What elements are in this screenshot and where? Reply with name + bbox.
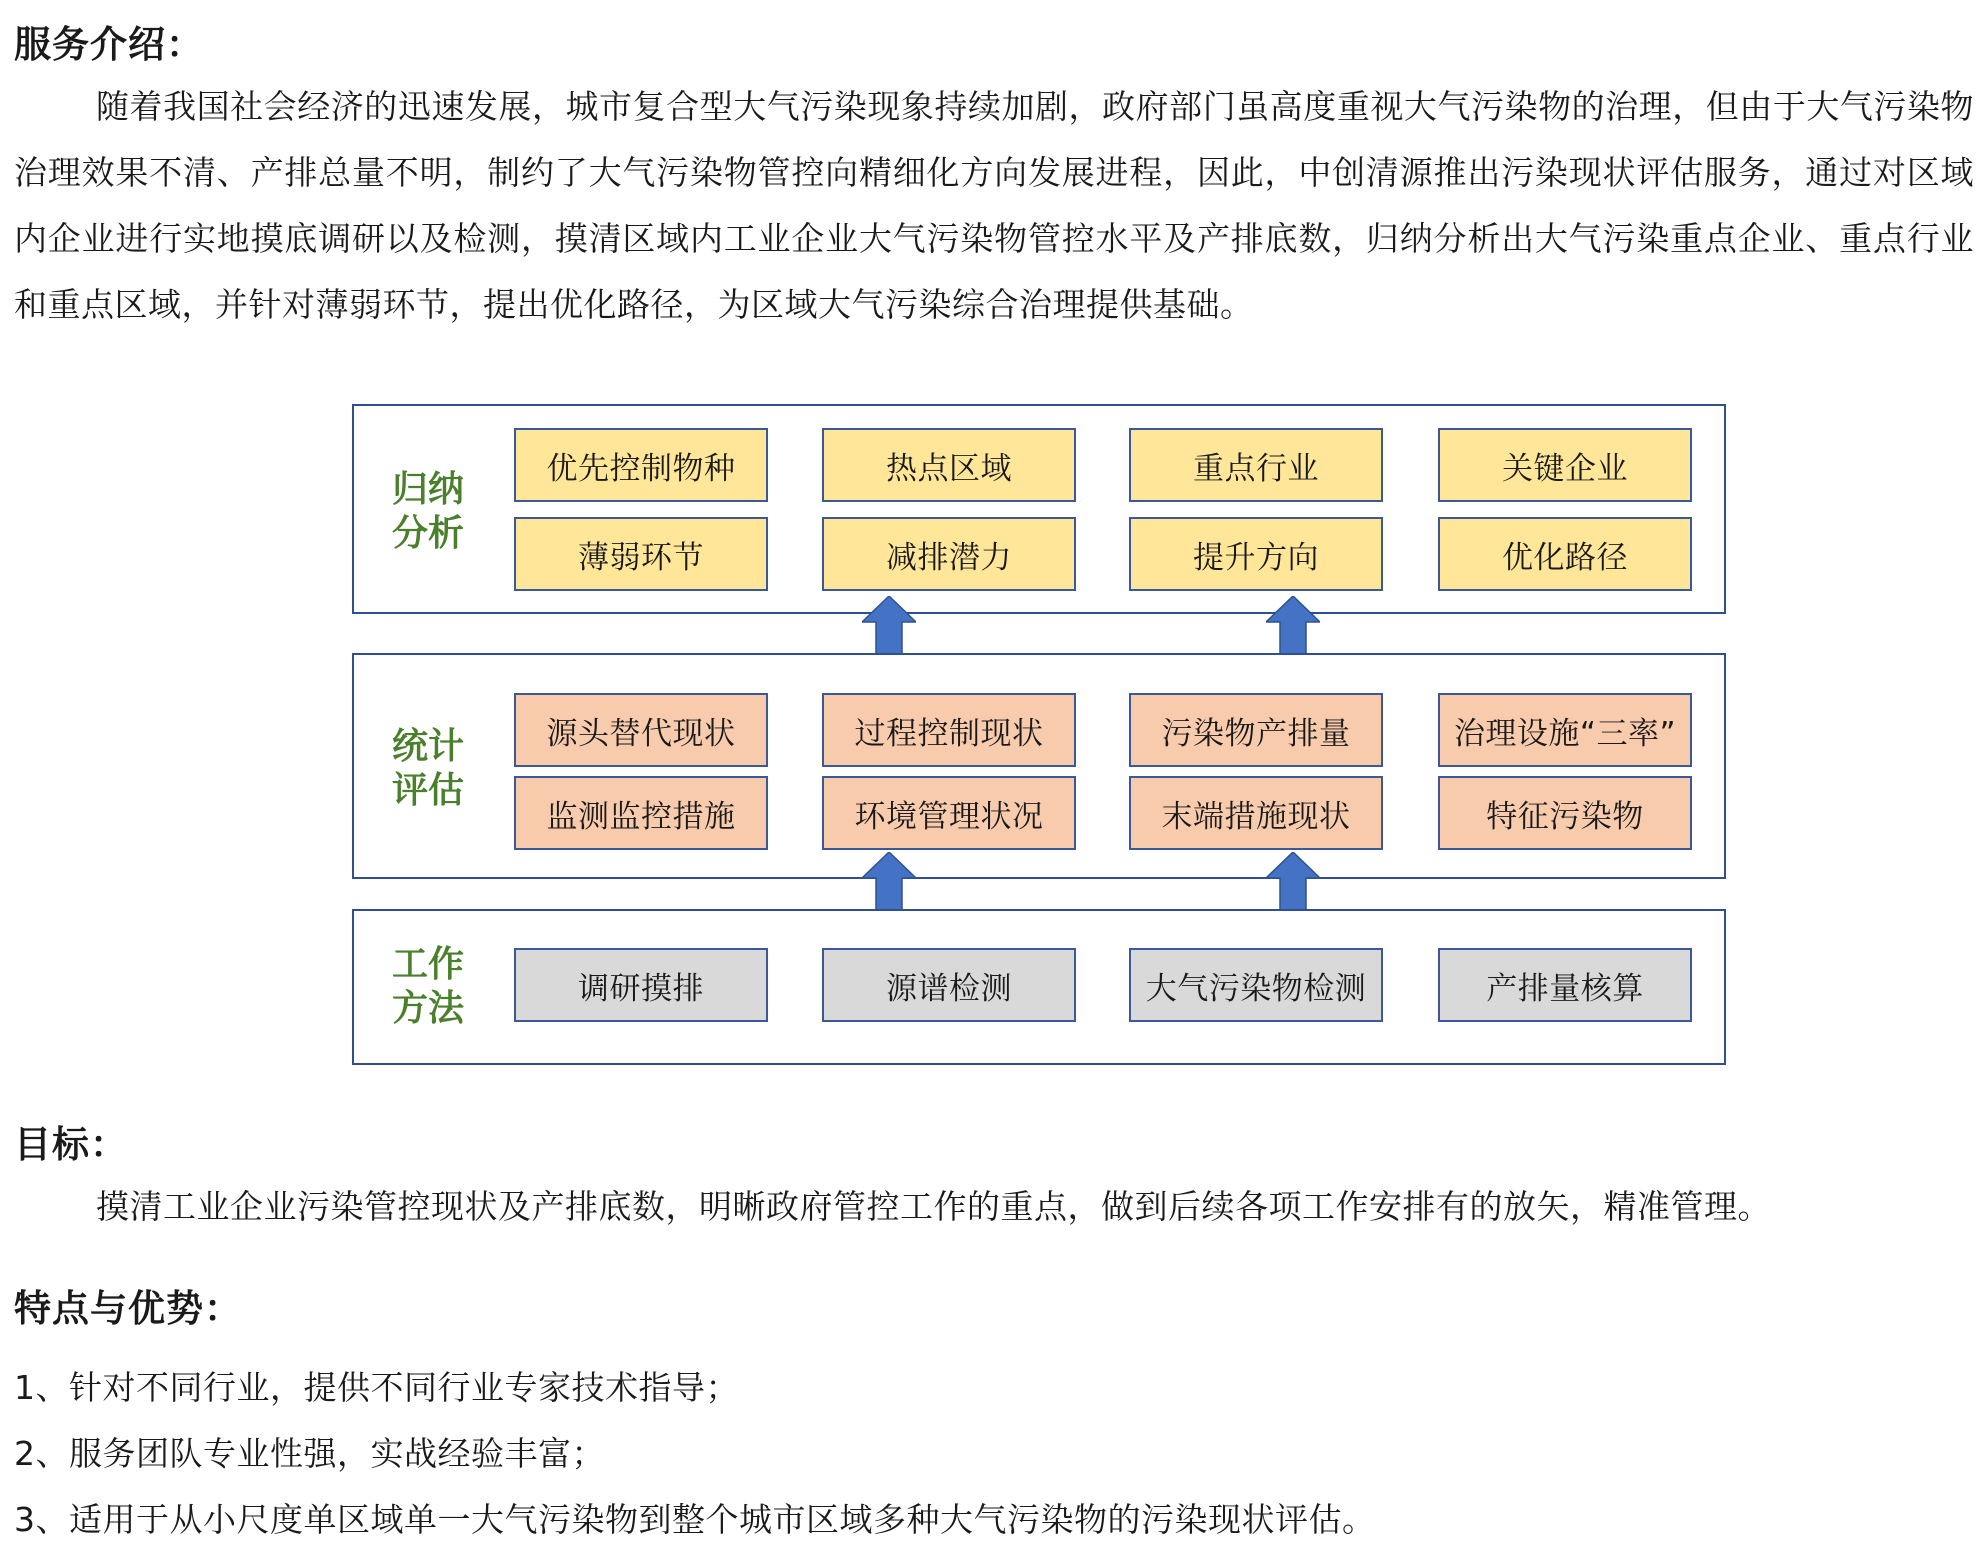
- up-arrow-icon: [862, 852, 916, 916]
- features-heading: 特点与优势：: [14, 1287, 242, 1330]
- up-arrow-icon: [1266, 596, 1320, 660]
- up-arrow-icon: [862, 596, 916, 660]
- evaluation-box: 过程控制现状: [822, 693, 1076, 767]
- analysis-box: 优化路径: [1438, 517, 1692, 591]
- evaluation-box: 环境管理状况: [822, 776, 1076, 850]
- analysis-box: 重点行业: [1129, 428, 1383, 502]
- analysis-label: 归纳分析: [391, 469, 464, 554]
- evaluation-box: 特征污染物: [1438, 776, 1692, 850]
- feature-item: 1、针对不同行业，提供不同行业专家技术指导；: [14, 1368, 739, 1407]
- analysis-box: 热点区域: [822, 428, 1076, 502]
- evaluation-box: 治理设施“三率”: [1438, 693, 1692, 767]
- method-box: 调研摸排: [514, 948, 768, 1022]
- evaluation-label: 统计评估: [391, 726, 464, 811]
- evaluation-box: 污染物产排量: [1129, 693, 1383, 767]
- evaluation-box: 源头替代现状: [514, 693, 768, 767]
- method-box: 产排量核算: [1438, 948, 1692, 1022]
- analysis-box: 薄弱环节: [514, 517, 768, 591]
- up-arrow-icon: [1266, 852, 1320, 916]
- method-label: 工作方法: [391, 944, 464, 1029]
- analysis-panel: [352, 404, 1726, 614]
- analysis-box: 优先控制物种: [514, 428, 768, 502]
- analysis-box: 关键企业: [1438, 428, 1692, 502]
- evaluation-panel: [352, 653, 1726, 879]
- goal-heading: 目标：: [14, 1123, 128, 1166]
- evaluation-box: 监测监控措施: [514, 776, 768, 850]
- method-box: 大气污染物检测: [1129, 948, 1383, 1022]
- method-box: 源谱检测: [822, 948, 1076, 1022]
- goal-paragraph: 摸清工业企业污染管控现状及产排底数，明晰政府管控工作的重点，做到后续各项工作安排有的放矢，精准管理。: [96, 1187, 1771, 1226]
- method-panel: [352, 909, 1726, 1065]
- evaluation-box: 末端措施现状: [1129, 776, 1383, 850]
- service-heading: 服务介绍：: [14, 23, 204, 66]
- analysis-box: 提升方向: [1129, 517, 1383, 591]
- analysis-box: 减排潜力: [822, 517, 1076, 591]
- feature-item: 3、适用于从小尺度单区域单一大气污染物到整个城市区域多种大气污染物的污染现状评估。: [14, 1500, 1376, 1539]
- service-paragraph: 随着我国社会经济的迅速发展，城市复合型大气污染现象持续加剧，政府部门虽高度重视大气污染物的治理，但由于大气污染物治理效果不清、产排总量不明，制约了大气污染物管控向精细化方向发展进程，因此，中创清源推出污染现状评估服务，通过对区域内企业进行实地摸底调研以及检测，摸清区域内工业企业大气污染物管控水平及产排底数，归纳分析出大气污染重点企业、重点行业和重点区域，并针对薄弱环节，提出优化路径，为区域大气污染综合治理提供基础。: [14, 87, 1974, 324]
- feature-item: 2、服务团队专业性强，实战经验丰富；: [14, 1434, 605, 1473]
